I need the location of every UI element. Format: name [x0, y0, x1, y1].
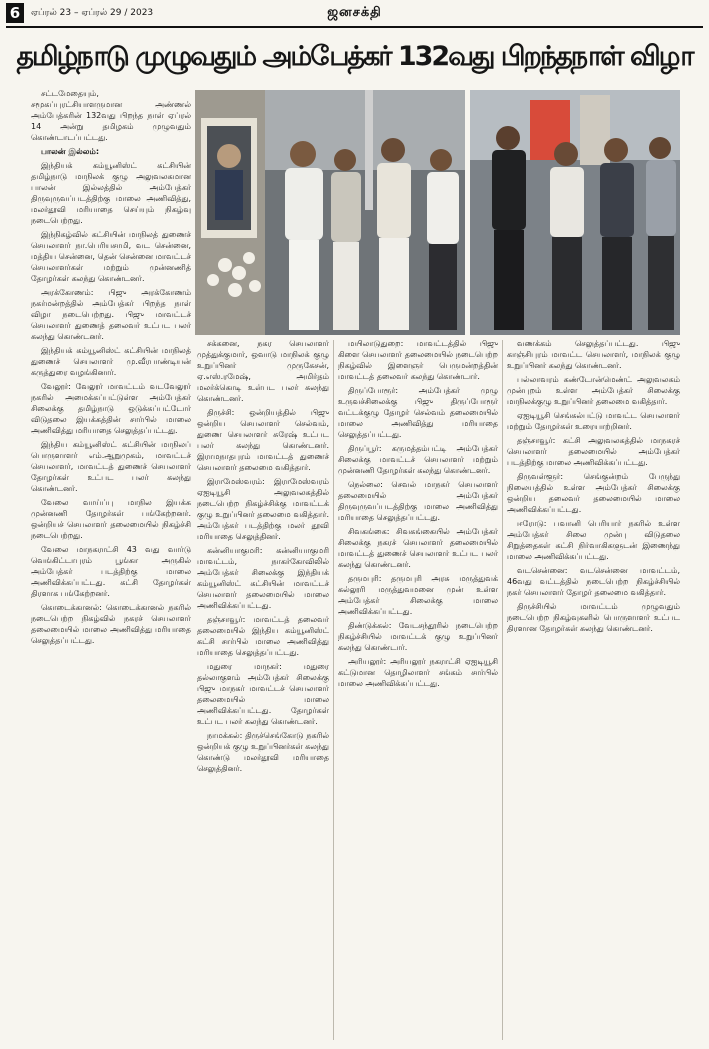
column-paragraph: தருமபுரி: தருமபுரி அரசு மருத்துவக் கல்லூரி மருத்துவமனை முன் உள்ள அம்பேத்கர் சிலைக்கு மாலை அணிவிக்கப்பட்டது. [338, 574, 498, 616]
column-paragraph: வடசென்னை: வடசென்னை மாவட்டம், 46வது வட்டத்தில் நடைபெற்ற நிகழ்ச்சியில் நகர் செயலாளர் தோழர் தலைமை வகித்தார். [507, 566, 680, 597]
lead-paragraph: சட்டமேதையும், சமூகப்புரட்சியாளருமான அண்ணல் அம்பேத்கரின் 132வது பிறந்த நாள் ஏப்ரல் 14 அன்று தமிழகம் முழுவதும் கொண்டாடப்பட்டது. [31, 89, 191, 142]
column-paragraph: சக்கனை, நகர செயலாளர் முத்துக்குமார், ஒவாடு மாநிலக் குழு உறுப்பினர் முருகேசன், ஏ.எஸ்.ரமேஷ், அமிர்தம் மலர்க்கொடி உள்பட பலர் கலந்து கொண்டனர். [197, 339, 329, 403]
column-paragraph: இராமேஸ்வரம்: இராமேஸ்வரம் ஏஐடியூசி அலுவலகத்தில் நடைபெற்ற நிகழ்ச்சிக்கு மாவட்டக் குழு உறுப்பினர் தலைமை வகித்தார். அம்பேத்கர் படத்திற்கு மலர் தூவி மரியாதை செலுத்தினர். [197, 477, 329, 541]
column-paragraph: தஞ்சாவூர்: மாவட்டத் தலைவர் தலைமையில் இந்திய கம்யூனிஸ்ட் கட்சி சார்பில் மாலை அணிவித்து மரியாதை செலுத்தப்பட்டது. [197, 615, 329, 657]
photo-portrait-tribute [195, 90, 465, 335]
column-paragraph: ஏஐடியூசி செங்கல்பட்டு மாவட்ட செயலாளர் மற்றும் தோழர்கள் உரையாற்றினர். [507, 411, 680, 431]
column-paragraph: திண்டுக்கல்: வேடசந்தூரில் நடைபெற்ற நிகழ்ச்சியில் மாவட்டக் குழு உறுப்பினர் கலந்து கொண்டார். [338, 621, 498, 652]
column-paragraph: திருச்சியில் மாவட்டம் முழுவதும் நடைபெற்ற நிகழ்வுகளில் பொருளாளர் உட்பட திரளான தோழர்கள் கலந்து கொண்டனர். [507, 602, 680, 633]
newspaper-name: ஜனசக்தி [327, 5, 382, 20]
column-paragraph: பல்லாவரம் கண்டோன்மெண்ட் அலுவலகம் முன்புறம் உள்ள அம்பேத்கர் சிலைக்கு மாநிலக்குழு உறுப்பினர் தலைமை வகித்தார். [507, 375, 680, 406]
lead-paragraph: இந்நிகழ்வில் கட்சியின் மாநிலத் துணைச் செயலாளர் நா.பெரியசாமி, வட சென்னை, மத்திய சென்னை, தென் சென்னை மாவட்டச் செயலாளர்கள் மற்றும் முன்னணித் தோழர்கள் கலந்து கொண்டனர். [31, 230, 191, 283]
column-paragraph: திருப்பூர்: கருமத்தம்பட்டி அம்பேத்கர் சிலைக்கு மாவட்டச் செயலாளர் மற்றும் முன்னணி தோழர்கள் கலந்து கொண்டனர். [338, 444, 498, 475]
lead-paragraph: இந்தியக் கம்யூனிஸ்ட் கட்சியின் தமிழ்நாடு மாநிலக் குழு அலுவலகமான பாலன் இல்லத்தில் அம்பேத்கர் திருவுருவப்படத்திற்கு மாலை அணிவித்து, மலர்தூவி மரியாதை செய்யும் நிகழ்வு நடைபெற்றது. [31, 161, 191, 225]
column-paragraph: நெல்லை: செவல் மாநகர் செயலாளர் தலைமையில் அம்பேத்கர் திருவுருவப்படத்திற்கு மாலை அணிவித்து மரியாதை செலுத்தப்பட்டது. [338, 480, 498, 522]
article-column-1 [197, 338, 329, 1043]
column-divider [333, 340, 334, 1040]
article-column-2 [338, 338, 498, 1043]
lead-paragraph: அரக்கோணம்: பிஜு அரக்கோணம் நகர்மன்றத்தில் அம்பேத்கர் பிறந்த நாள் விழா நடைபெற்றது. பிஜு மாவட்டச் செயலாளர் துணைத் தலைவர் உட்பட பலர் கலந்து கொண்டனர். [31, 288, 191, 341]
column-paragraph: மயிலாடுதுறை: மாவட்டத்தில் பிஜு கிளை செயலாளர் தலைமையில் நடைபெற்ற நிகழ்வில் இளைஞர் பெருமன்றத்தின் மாவட்டத் தலைவர் கலந்து கொண்டார். [338, 339, 498, 381]
issue-date: ஏப்ரல் 23 – ஏப்ரல் 29 / 2023 [31, 8, 154, 18]
column-paragraph: கன்னியாகுமரி: கன்னியாகுமரி மாவட்டம், நாகர்கோவிலில் அம்பேத்கர் சிலைக்கு இந்தியக் கம்யூனிஸ்ட் கட்சியின் மாவட்டச் செயலாளர் தலைமையில் மாலை அணிவிக்கப்பட்டது. [197, 546, 329, 610]
column-paragraph: திருச்சி: ஒன்றியத்தில் பிஜு ஒன்றிய செயலாளர் செல்வம், துணை செயலாளர் சுரேஷ் உட்பட பலர் கலந்து கொண்டனர். இராமநாதபுரம் மாவட்டத் துணைச் செயலாளர் தலைமை வகித்தார். [197, 408, 329, 472]
column-paragraph: ஈரோடு: பவானி பெரியார் நகரில் உள்ள அம்பேத்கர் சிலை முன்பு விடுதலை சிறுத்தைகள் கட்சி நிர்வாகிகளுடன் இணைந்து மாலை அணிவிக்கப்பட்டது. [507, 519, 680, 561]
column-paragraph: தஞ்சாவூர்: கட்சி அலுவலகத்தில் மாநகரச் செயலாளர் தலைமையில் அம்பேத்கர் படத்திற்கு மாலை அணிவிக்கப்பட்டது. [507, 436, 680, 467]
lead-paragraph: பாலன் இல்லம்: [41, 147, 100, 156]
column-paragraph: அரியலூர்: அரியலூர் நகராட்சி ஏஐடியூசி கட்டுமான தொழிலாளர் சங்கம் சார்பில் மாலை அணிவிக்கப்பட்டது. [338, 657, 498, 688]
header-rule [6, 26, 703, 28]
page-number: 6 [6, 3, 24, 23]
article-column-3 [507, 338, 680, 1043]
lead-paragraph: வேலை வாய்ப்பு மாநில இயக்க முன்னணி தோழர்கள் பங்கேற்றனர். ஒன்றியச் செயலாளர் தலைமையில் நிகழ்ச்சி நடைபெற்றது. [31, 498, 191, 540]
column-paragraph: திருவள்ளூர்: செங்குன்றம் பேருந்து நிலையத்தில் உள்ள அம்பேத்கர் சிலைக்கு ஒன்றிய தலைவர் தலைமையில் மாலை அணிவிக்கப்பட்டது. [507, 472, 680, 514]
lead-paragraph: இந்திய கம்யூனிஸ்ட் கட்சியின் மாநிலப் பொருளாளர் எம்.ஆறுமுகம், மாவட்டச் செயலாளர், மாவட்டத் துணைச் செயலாளர் தோழர்கள் உட்பட பலர் கலந்து கொண்டனர். [31, 440, 191, 493]
headline: தமிழ்நாடு முழுவதும் அம்பேத்கர் 132வது பிறந்தநாள் விழா [16, 41, 693, 72]
column-paragraph: திருப்போரூர்: அம்பேத்கர் முழு உருவச்சிலைக்கு பிஜு திருப்போரூர் வட்டக்குழு தோழர் செல்வம் தலைமையில் மாலை அணிவித்து மரியாதை செலுத்தப்பட்டது. [338, 386, 498, 439]
column-paragraph: நாமக்கல்: திருச்செங்கோடு நகரில் ஒன்றியக் குழு உறுப்பினர்கள் கலந்து கொண்டு மலர்தூவி மரியாதை செலுத்தினர். [197, 731, 329, 773]
page-header [6, 3, 703, 24]
column-paragraph: வணக்கம் செலுத்தப்பட்டது. பிஜு காஞ்சிபுரம் மாவட்ட செயலாளர், மாநிலக் குழு உறுப்பினர் கலந்து கொண்டனர். [507, 339, 680, 370]
column-paragraph: சிவகங்கை: சிவகங்கையில் அம்பேத்கர் சிலைக்கு நகரச் செயலாளர் தலைமையில் மாவட்டத் துணைச் செயலாளர் உட்பட பலர் கலந்து கொண்டனர். [338, 527, 498, 569]
photo-group-tribute [470, 90, 680, 335]
lead-paragraph: கொடைக்கானல்: கொடைக்கானல் நகரில் நடைபெற்ற நிகழ்வில் நகரச் செயலாளர் தலைமையில் மாலை அணிவித்து மரியாதை செலுத்தப்பட்டது. [31, 603, 191, 645]
column-paragraph: மதுரை மாநகர்: மதுரை தல்லாகுளம் அம்பேத்கர் சிலைக்கு பிஜு மாநகர் மாவட்டச் செயலாளர் தலைமையில் மாலை அணிவிக்கப்பட்டது. தோழர்கள் உட்பட பலர் கலந்து கொண்டனர். [197, 662, 329, 726]
lead-paragraph: வேலை மாநகராட்சி 43 வது வார்டு வெங்கிட்டாபுரம் பூங்கா அருகில் அம்பேத்கர் படத்திற்கு மாலை அணிவிக்கப்பட்டது. கட்சி தோழர்கள் திரளாக பங்கேற்றனர். [31, 545, 191, 598]
lead-paragraph: இந்தியக் கம்யூனிஸ்ட் கட்சியின் மாநிலத் துணைச் செயலாளர் மு.வீரபாண்டியன் கருத்துரை வழங்கினார். [31, 346, 191, 377]
column-divider [502, 340, 503, 1040]
photo-portrait-image [195, 90, 465, 335]
lead-paragraph: வேலூர்: வேலூர் மாவட்டம் வடவேலூர் நகரில் அமைக்கப்பட்டுள்ள அம்பேத்கர் சிலைக்கு தமிழ்நாடு ஒடுக்கப்பட்டோர் விடுதலை இயக்கத்தின் சார்பில் மாலை அணிவித்து மரியாதை செலுத்தப்பட்டது. [31, 382, 191, 435]
photo-group-image [470, 90, 680, 335]
lead-column [31, 88, 191, 1043]
